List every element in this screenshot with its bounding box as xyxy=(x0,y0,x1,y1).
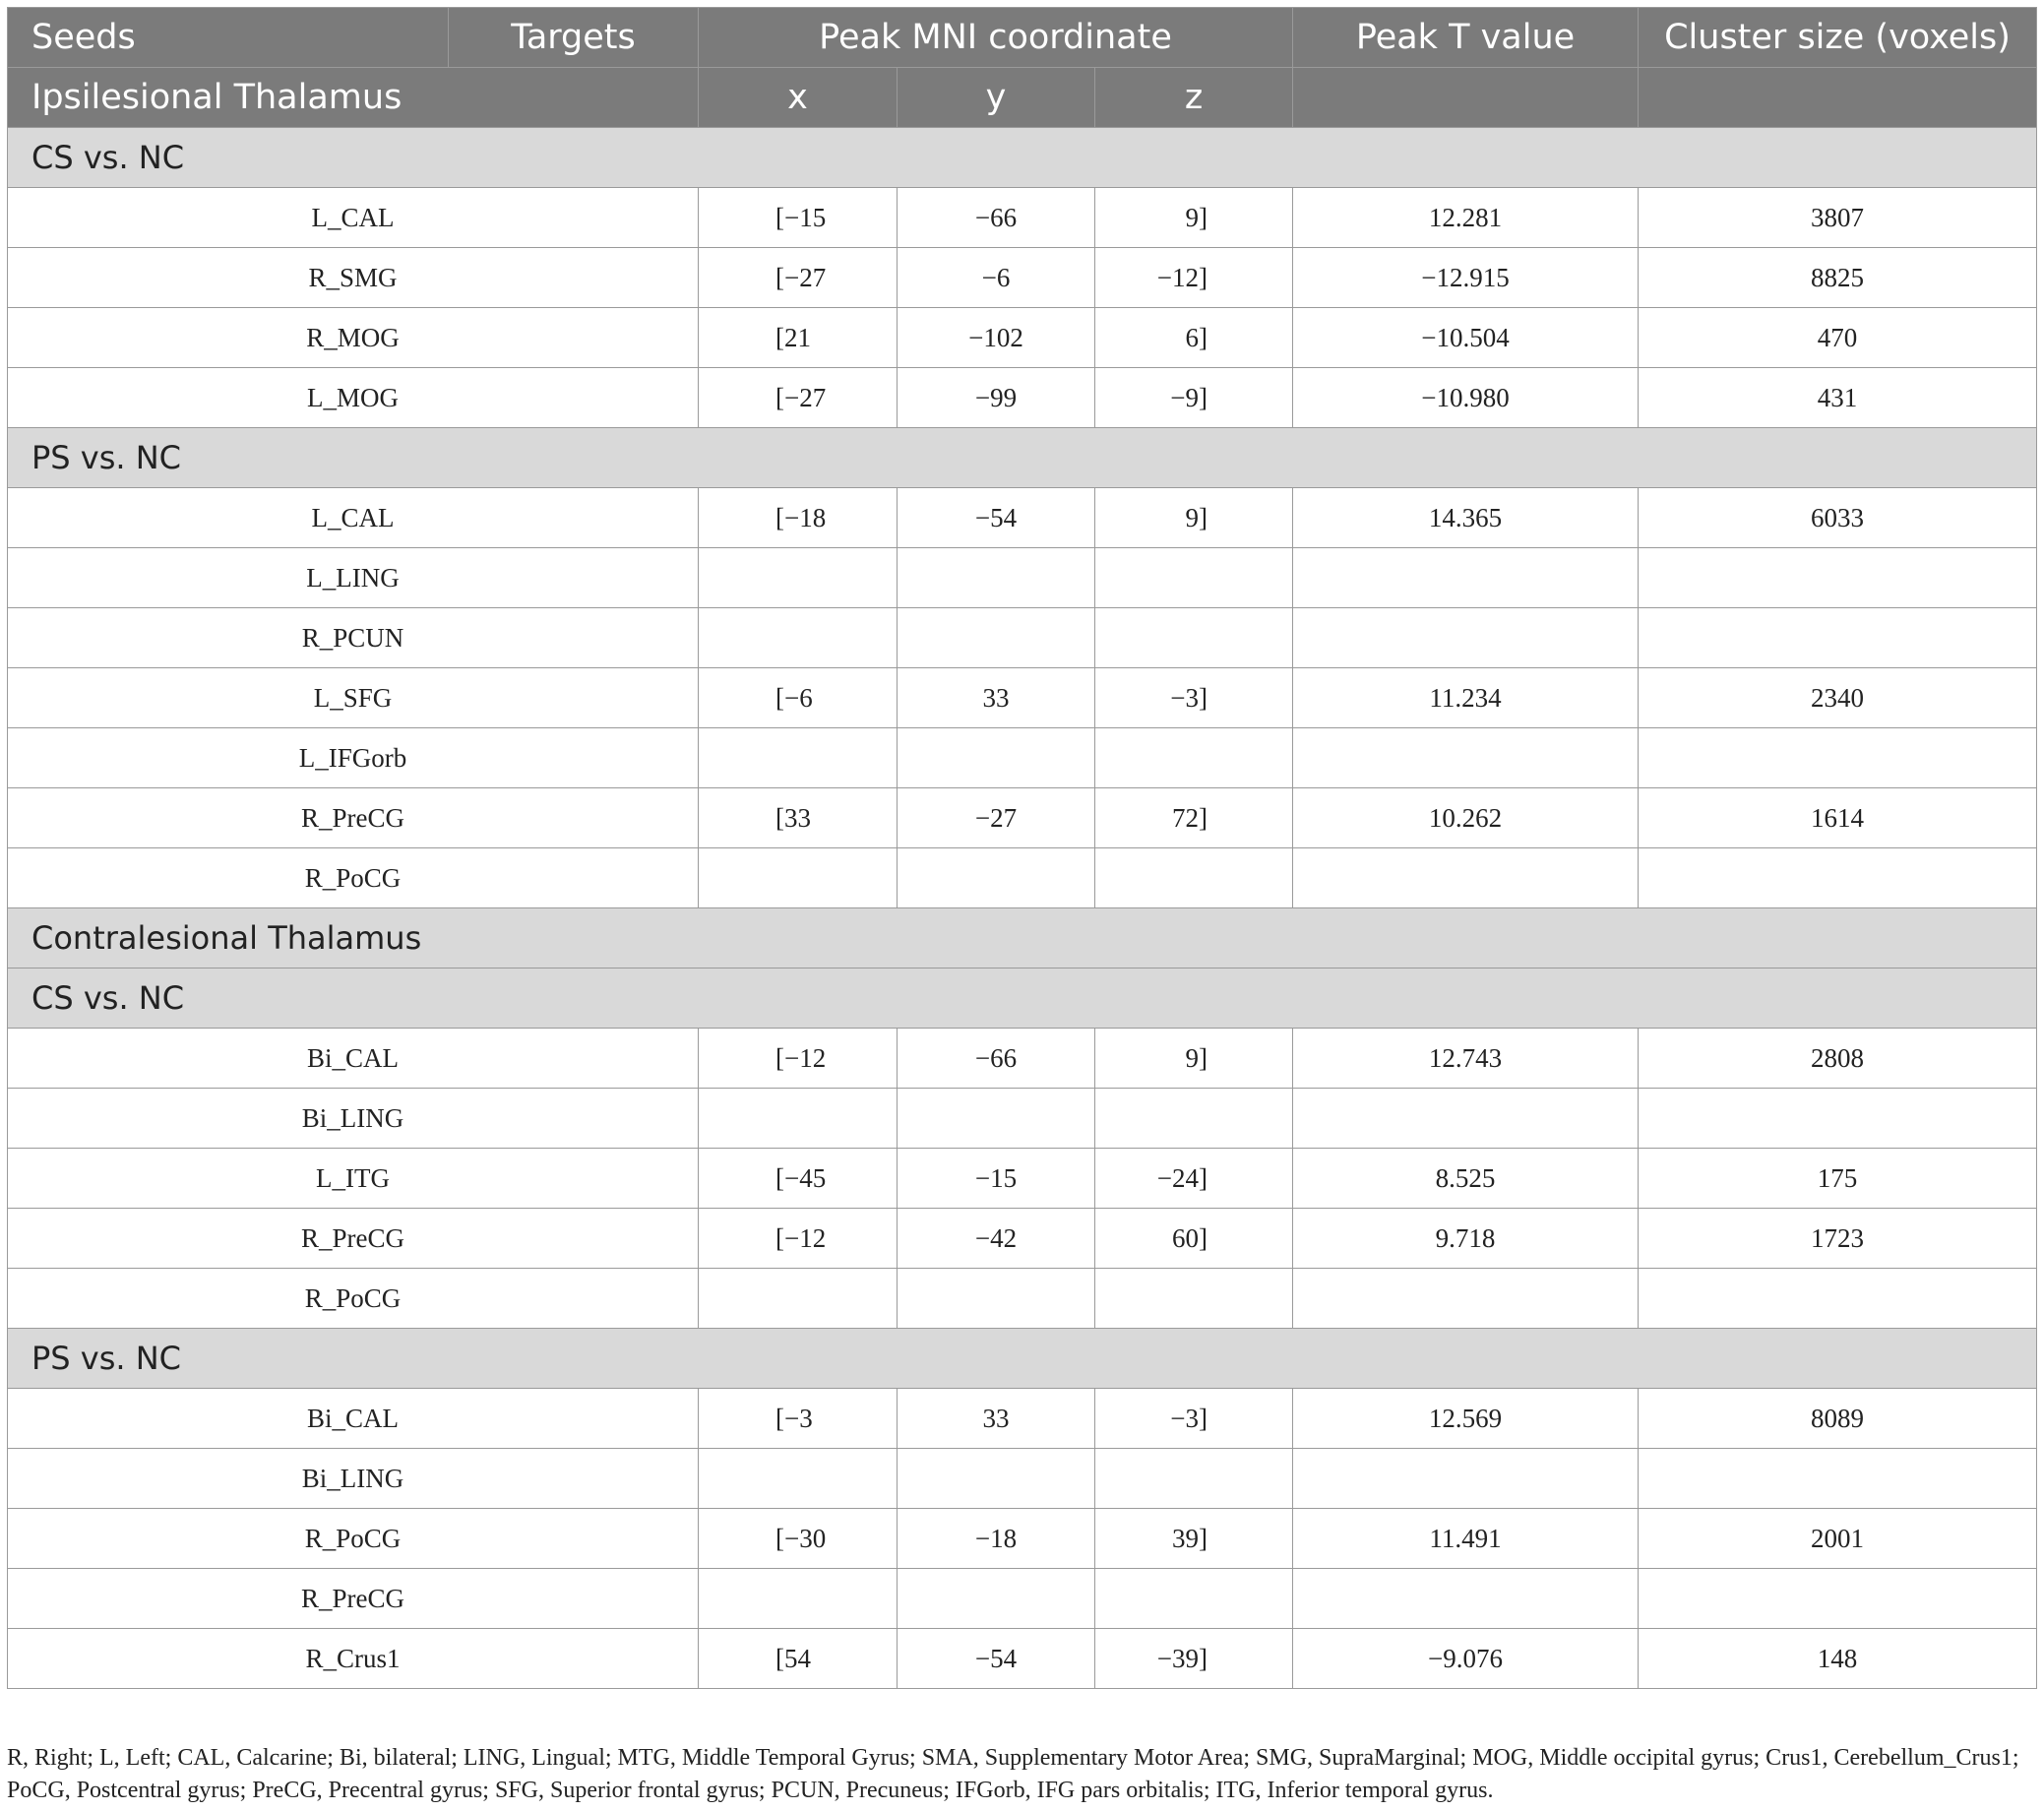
y-cell: 33 xyxy=(898,668,1095,728)
z-cell: −39] xyxy=(1095,1629,1293,1689)
t-value-cell: 12.743 xyxy=(1293,1029,1639,1089)
t-value-cell: 14.365 xyxy=(1293,488,1639,548)
z-cell: −3] xyxy=(1095,668,1293,728)
x-cell xyxy=(699,848,898,908)
y-cell xyxy=(898,608,1095,668)
target-cell: R_PreCG xyxy=(8,1569,699,1629)
cluster-size-cell xyxy=(1639,728,2037,788)
results-table-container xyxy=(7,7,2036,1689)
target-cell: L_CAL xyxy=(8,488,699,548)
cluster-size-cell xyxy=(1639,548,2037,608)
y-cell: −66 xyxy=(898,188,1095,248)
table-row xyxy=(8,1209,2037,1269)
header-empty-t xyxy=(1293,68,1639,128)
z-cell: 72] xyxy=(1095,788,1293,848)
y-cell: −15 xyxy=(898,1149,1095,1209)
z-cell xyxy=(1095,548,1293,608)
section-label: PS vs. NC xyxy=(8,1329,2037,1389)
header-seed-ipsilesional: Ipsilesional Thalamus xyxy=(8,68,699,128)
y-cell xyxy=(898,728,1095,788)
header-z: z xyxy=(1095,68,1293,128)
target-cell: L_SFG xyxy=(8,668,699,728)
table-row xyxy=(8,1449,2037,1509)
table-row xyxy=(8,1029,2037,1089)
target-cell: L_LING xyxy=(8,548,699,608)
x-cell: [21 xyxy=(699,308,898,368)
table-header xyxy=(8,8,2037,128)
z-cell: 9] xyxy=(1095,188,1293,248)
cluster-size-cell xyxy=(1639,848,2037,908)
section-label: Contralesional Thalamus xyxy=(8,908,2037,968)
x-cell xyxy=(699,1089,898,1149)
z-cell xyxy=(1095,1269,1293,1329)
t-value-cell xyxy=(1293,1569,1639,1629)
cluster-size-cell xyxy=(1639,1089,2037,1149)
table-row xyxy=(8,788,2037,848)
t-value-cell: −12.915 xyxy=(1293,248,1639,308)
x-cell xyxy=(699,548,898,608)
t-value-cell: 12.281 xyxy=(1293,188,1639,248)
header-peak-t: Peak T value xyxy=(1293,8,1639,68)
x-cell: [−3 xyxy=(699,1389,898,1449)
section-label: PS vs. NC xyxy=(8,428,2037,488)
y-cell xyxy=(898,1089,1095,1149)
header-row-2 xyxy=(8,68,2037,128)
target-cell: R_PoCG xyxy=(8,1269,699,1329)
table-footnote: R, Right; L, Left; CAL, Calcarine; Bi, bilateral; LING, Lingual; MTG, Middle Temporal Gyrus; SMA, Supplementary Motor Area; SMG, SupraMarginal; MOG, Middle occipital gyrus; Crus1, Cerebellum_Crus1; PoCG, Postcentral gyrus; PreCG, Precentral gyrus; SFG, Superior frontal gyrus; PCUN, Precuneus; IFGorb, IFG pars orbitalis; ITG, Inferior temporal gyrus. xyxy=(7,1745,2019,1803)
section-row xyxy=(8,1329,2037,1389)
table-row xyxy=(8,668,2037,728)
cluster-size-cell: 3807 xyxy=(1639,188,2037,248)
target-cell: R_PreCG xyxy=(8,788,699,848)
y-cell: −54 xyxy=(898,1629,1095,1689)
t-value-cell: −10.504 xyxy=(1293,308,1639,368)
target-cell: R_PreCG xyxy=(8,1209,699,1269)
target-cell: R_MOG xyxy=(8,308,699,368)
y-cell xyxy=(898,848,1095,908)
header-y: y xyxy=(898,68,1095,128)
cluster-size-cell xyxy=(1639,1449,2037,1509)
header-x: x xyxy=(699,68,898,128)
target-cell: R_PoCG xyxy=(8,1509,699,1569)
x-cell: [−12 xyxy=(699,1209,898,1269)
table-row xyxy=(8,1569,2037,1629)
cluster-size-cell xyxy=(1639,608,2037,668)
t-value-cell: 8.525 xyxy=(1293,1149,1639,1209)
header-targets: Targets xyxy=(449,8,699,68)
table-row xyxy=(8,1629,2037,1689)
z-cell: −24] xyxy=(1095,1149,1293,1209)
cluster-size-cell: 148 xyxy=(1639,1629,2037,1689)
table-row xyxy=(8,1149,2037,1209)
z-cell xyxy=(1095,1089,1293,1149)
y-cell: −66 xyxy=(898,1029,1095,1089)
t-value-cell: 9.718 xyxy=(1293,1209,1639,1269)
results-table xyxy=(7,7,2037,1689)
section-row xyxy=(8,968,2037,1029)
target-cell: R_PCUN xyxy=(8,608,699,668)
target-cell: L_MOG xyxy=(8,368,699,428)
cluster-size-cell xyxy=(1639,1269,2037,1329)
y-cell xyxy=(898,548,1095,608)
cluster-size-cell: 8089 xyxy=(1639,1389,2037,1449)
x-cell xyxy=(699,1569,898,1629)
cluster-size-cell: 1723 xyxy=(1639,1209,2037,1269)
z-cell xyxy=(1095,1449,1293,1509)
cluster-size-cell: 175 xyxy=(1639,1149,2037,1209)
y-cell: −6 xyxy=(898,248,1095,308)
header-row-1 xyxy=(8,8,2037,68)
table-row xyxy=(8,728,2037,788)
table-row xyxy=(8,608,2037,668)
target-cell: Bi_LING xyxy=(8,1089,699,1149)
y-cell xyxy=(898,1449,1095,1509)
z-cell: −12] xyxy=(1095,248,1293,308)
t-value-cell xyxy=(1293,848,1639,908)
x-cell xyxy=(699,1269,898,1329)
section-row xyxy=(8,128,2037,188)
t-value-cell xyxy=(1293,1449,1639,1509)
t-value-cell xyxy=(1293,608,1639,668)
header-cluster-size: Cluster size (voxels) xyxy=(1639,8,2037,68)
z-cell: 9] xyxy=(1095,488,1293,548)
y-cell: −27 xyxy=(898,788,1095,848)
table-row xyxy=(8,308,2037,368)
x-cell xyxy=(699,728,898,788)
x-cell: [−15 xyxy=(699,188,898,248)
z-cell: 39] xyxy=(1095,1509,1293,1569)
x-cell: [54 xyxy=(699,1629,898,1689)
cluster-size-cell: 8825 xyxy=(1639,248,2037,308)
x-cell: [−27 xyxy=(699,368,898,428)
z-cell xyxy=(1095,1569,1293,1629)
table-row xyxy=(8,548,2037,608)
section-row xyxy=(8,428,2037,488)
cluster-size-cell: 2340 xyxy=(1639,668,2037,728)
x-cell: [33 xyxy=(699,788,898,848)
z-cell xyxy=(1095,608,1293,668)
target-cell: L_IFGorb xyxy=(8,728,699,788)
target-cell: L_CAL xyxy=(8,188,699,248)
y-cell: −54 xyxy=(898,488,1095,548)
z-cell: 60] xyxy=(1095,1209,1293,1269)
z-cell: 6] xyxy=(1095,308,1293,368)
target-cell: R_SMG xyxy=(8,248,699,308)
header-seeds: Seeds xyxy=(8,8,449,68)
t-value-cell: −10.980 xyxy=(1293,368,1639,428)
table-row xyxy=(8,248,2037,308)
z-cell xyxy=(1095,848,1293,908)
section-label: CS vs. NC xyxy=(8,968,2037,1029)
section-row xyxy=(8,908,2037,968)
target-cell: L_ITG xyxy=(8,1149,699,1209)
target-cell: Bi_CAL xyxy=(8,1389,699,1449)
cluster-size-cell: 1614 xyxy=(1639,788,2037,848)
t-value-cell: 11.234 xyxy=(1293,668,1639,728)
z-cell: 9] xyxy=(1095,1029,1293,1089)
t-value-cell xyxy=(1293,728,1639,788)
x-cell xyxy=(699,1449,898,1509)
cluster-size-cell: 2808 xyxy=(1639,1029,2037,1089)
t-value-cell: 10.262 xyxy=(1293,788,1639,848)
table-row xyxy=(8,1089,2037,1149)
table-row xyxy=(8,368,2037,428)
cluster-size-cell: 470 xyxy=(1639,308,2037,368)
y-cell xyxy=(898,1269,1095,1329)
table-row xyxy=(8,188,2037,248)
target-cell: R_Crus1 xyxy=(8,1629,699,1689)
t-value-cell: −9.076 xyxy=(1293,1629,1639,1689)
x-cell: [−6 xyxy=(699,668,898,728)
y-cell: −18 xyxy=(898,1509,1095,1569)
x-cell: [−18 xyxy=(699,488,898,548)
target-cell: R_PoCG xyxy=(8,848,699,908)
z-cell: −9] xyxy=(1095,368,1293,428)
y-cell xyxy=(898,1569,1095,1629)
t-value-cell: 12.569 xyxy=(1293,1389,1639,1449)
cluster-size-cell xyxy=(1639,1569,2037,1629)
y-cell: −102 xyxy=(898,308,1095,368)
t-value-cell xyxy=(1293,1269,1639,1329)
table-row xyxy=(8,1509,2037,1569)
header-empty-size xyxy=(1639,68,2037,128)
table-row xyxy=(8,848,2037,908)
cluster-size-cell: 2001 xyxy=(1639,1509,2037,1569)
x-cell: [−27 xyxy=(699,248,898,308)
y-cell: −42 xyxy=(898,1209,1095,1269)
table-row xyxy=(8,488,2037,548)
cluster-size-cell: 6033 xyxy=(1639,488,2037,548)
y-cell: 33 xyxy=(898,1389,1095,1449)
x-cell xyxy=(699,608,898,668)
x-cell: [−30 xyxy=(699,1509,898,1569)
z-cell: −3] xyxy=(1095,1389,1293,1449)
y-cell: −99 xyxy=(898,368,1095,428)
t-value-cell: 11.491 xyxy=(1293,1509,1639,1569)
header-peak-mni: Peak MNI coordinate xyxy=(699,8,1293,68)
t-value-cell xyxy=(1293,1089,1639,1149)
target-cell: Bi_CAL xyxy=(8,1029,699,1089)
table-row xyxy=(8,1389,2037,1449)
target-cell: Bi_LING xyxy=(8,1449,699,1509)
section-label: CS vs. NC xyxy=(8,128,2037,188)
table-body xyxy=(8,128,2037,1689)
z-cell xyxy=(1095,728,1293,788)
x-cell: [−12 xyxy=(699,1029,898,1089)
x-cell: [−45 xyxy=(699,1149,898,1209)
table-row xyxy=(8,1269,2037,1329)
t-value-cell xyxy=(1293,548,1639,608)
cluster-size-cell: 431 xyxy=(1639,368,2037,428)
